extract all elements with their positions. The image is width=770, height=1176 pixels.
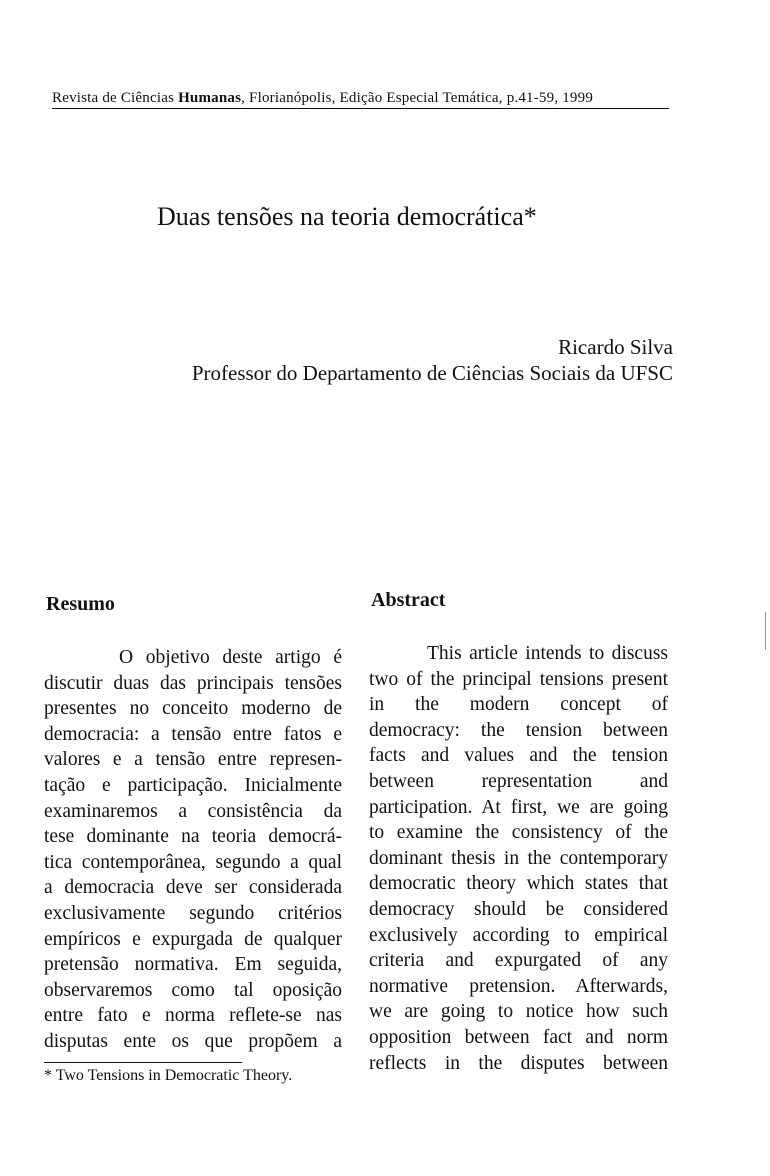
abstract-line: we are going to notice how such (369, 1001, 668, 1023)
journal-bold: Humanas (178, 90, 242, 106)
abstract-heading: Abstract (371, 589, 446, 611)
resumo-line: disputas ente os que propõem a (44, 1030, 342, 1052)
resumo-line: a democracia deve ser considerada (44, 877, 342, 899)
resumo-line: tese dominante na teoria democrá- (44, 826, 342, 848)
resumo-line: O objetivo deste artigo é (119, 647, 342, 668)
journal-suffix: , Florianópolis, Edição Especial Temática, p.41-59, 1999 (241, 90, 594, 106)
abstract-line: participation. At first, we are going (369, 796, 668, 818)
abstract-line: reflects in the disputes between (369, 1052, 668, 1074)
resumo-line: tação e participação. Inicialmente (44, 774, 342, 796)
abstract-line: democracy: the tension between (369, 719, 668, 741)
resumo-line: examinaremos a consistência da (44, 800, 342, 822)
resumo-line: observaremos como tal oposição (44, 979, 342, 1001)
resumo-line: entre fato e norma reflete-se nas (44, 1005, 342, 1027)
abstract-line: democracy should be considered (369, 898, 668, 920)
abstract-line: to examine the consistency of the (369, 822, 668, 844)
resumo-line: empíricos e expurgada de qualquer (44, 928, 342, 950)
abstract-line: two of the principal tensions present (369, 668, 668, 690)
abstract-line: exclusively according to empirical (369, 924, 668, 946)
resumo-line: exclusivamente segundo critérios (44, 902, 342, 924)
abstract-line: dominant thesis in the contemporary (369, 847, 668, 869)
running-head (52, 90, 669, 109)
resumo-line: presentes no conceito moderno de (44, 698, 342, 720)
abstract-line: normative pretension. Afterwards, (369, 975, 668, 997)
author-affiliation: Professor do Departamento de Ciências Sociais da UFSC (191, 361, 673, 385)
footnote-rule (44, 1062, 242, 1063)
abstract-body (369, 641, 668, 1076)
abstract-line: opposition between fact and norm (369, 1026, 668, 1048)
footnote: * Two Tensions in Democratic Theory. (44, 1067, 293, 1084)
article-title: Duas tensões na teoria democrática* (157, 202, 537, 231)
resumo-line: valores e a tensão entre represen- (44, 749, 342, 771)
resumo-body (44, 645, 342, 1055)
resumo-line: democracia: a tensão entre fatos e (44, 723, 342, 745)
margin-mark (765, 612, 766, 650)
abstract-line: This article intends to discuss (427, 643, 668, 664)
author-name: Ricardo Silva (558, 335, 673, 359)
resumo-line: discutir duas das principais tensões (44, 672, 342, 694)
abstract-line: in the modern concept of (369, 694, 668, 716)
abstract-line: democratic theory which states that (369, 873, 668, 895)
resumo-line: tica contemporânea, segundo a qual (44, 851, 342, 873)
abstract-line: criteria and expurgated of any (369, 950, 668, 972)
abstract-line: between representation and (369, 770, 668, 792)
journal-prefix: Revista de Ciências (52, 90, 179, 106)
abstract-line: facts and values and the tension (369, 745, 668, 767)
resumo-heading: Resumo (46, 593, 115, 615)
resumo-line: pretensão normativa. Em seguida, (44, 954, 342, 976)
